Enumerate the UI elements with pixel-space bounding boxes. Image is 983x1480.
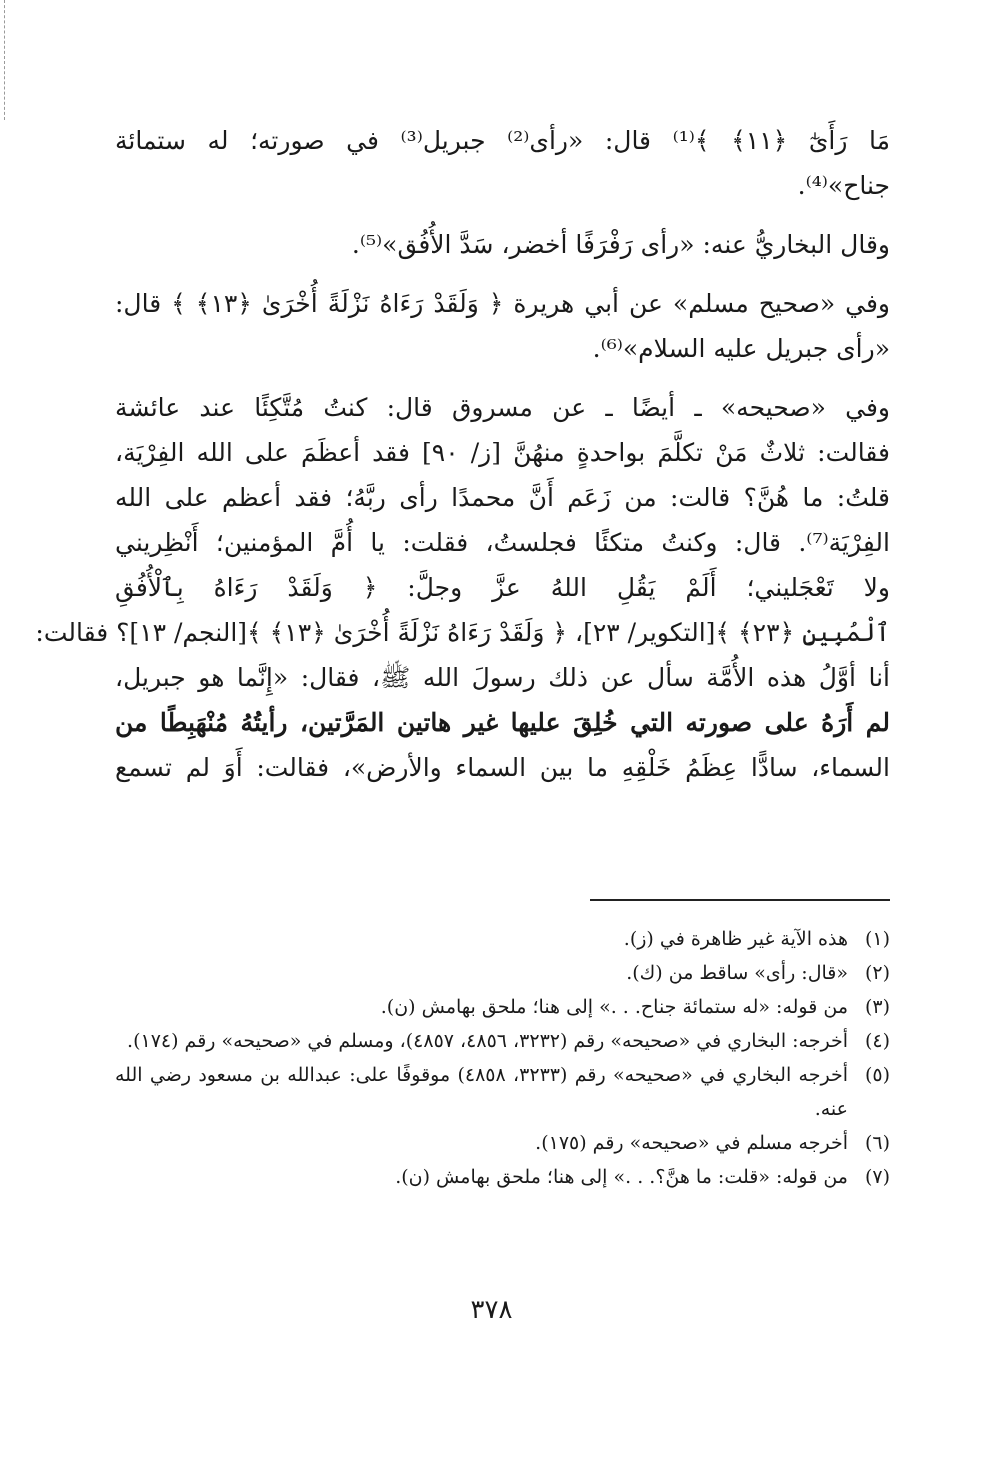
footnote-number: (٥) xyxy=(864,1064,890,1086)
footnote xyxy=(115,1024,890,1058)
footnote-text: من قوله: «قلت: ما هنَّ؟. . .» إلى هنا؛ ملحق بهامش (ن). xyxy=(395,1166,848,1188)
text-line: ولا تَعْجَليني؛ أَلَمْ يَقُلِ اللهُ عزَّ وجلَّ: ﴿ وَلَقَدْ رَءَاهُ بِٱلْأُفُقِ xyxy=(115,573,890,602)
text-line: أنا أوَّلُ هذه الأُمَّة سأل عن ذلك رسولَ الله ﷺ، فقال: «إِنَّما هو جبريل، xyxy=(115,663,890,692)
text-line-hadith: لم أَرَهُ على صورته التي خُلِقَ عليها غير هاتين المَرَّتين، رأيتُهُ مُنْهَبِطًا من xyxy=(115,708,890,737)
footnote-text: أخرجه: البخاري في «صحيحه» رقم (٣٢٣٢، ٤٨٥٦، ٤٨٥٧)، ومسلم في «صحيحه» رقم (١٧٤). xyxy=(127,1030,848,1052)
footnote xyxy=(115,1058,890,1126)
footnote-number: (٦) xyxy=(864,1132,890,1154)
text-line: الفِرْيَة⁽⁷⁾. قال: وكنتُ متكئًا فجلستُ، فقلت: يا أُمَّ المؤمنين؛ أَنْظِريني xyxy=(115,528,890,557)
footnote-text: من قوله: «له ستمائة جناح. . .» إلى هنا؛ ملحق بهامش (ن). xyxy=(380,996,848,1018)
footnote xyxy=(115,956,890,990)
footnote xyxy=(115,1126,890,1160)
paragraph-4 xyxy=(35,385,890,790)
text-line: وفي «صحيحه» ـ أيضًا ـ عن مسروق قال: كنتُ مُتَّكِئًا عند عائشة xyxy=(115,393,890,422)
footnote-number: (٧) xyxy=(864,1166,890,1188)
paragraph-2 xyxy=(115,222,890,267)
footnote-number: (١) xyxy=(864,928,890,950)
footnote-separator xyxy=(590,899,890,901)
footnote-text: أخرجه البخاري في «صحيحه» رقم (٣٢٣٣، ٤٨٥٨) موقوفًا على: عبدالله بن مسعود رضي الله عنه. xyxy=(115,1064,848,1120)
footnote-number: (٣) xyxy=(864,996,890,1018)
text-line: ٱلْمُبِينِ ﴿٢٣﴾ ﴾[التكوير/ ٢٣]، ﴿ وَلَقَدْ رَءَاهُ نَزْلَةً أُخْرَىٰ ﴿١٣﴾ ﴾[النجم/ ١٣]؟ فقالت: xyxy=(35,618,890,647)
footnotes xyxy=(115,922,890,1194)
text-line: «رأى جبريل عليه السلام»⁽⁶⁾. xyxy=(592,334,890,363)
footnote-number: (٤) xyxy=(864,1030,890,1052)
scan-edge-mark xyxy=(4,0,6,120)
paragraph-1 xyxy=(115,118,890,208)
footnote xyxy=(115,1160,890,1194)
footnote-text: هذه الآية غير ظاهرة في (ز). xyxy=(623,928,848,950)
text-line: مَا رَأَىٰٓ ﴿١١﴾ ﴾⁽¹⁾ قال: «رأى⁽²⁾ جبريل⁽³⁾ في صورته؛ له ستمائة xyxy=(115,126,890,155)
footnote-text: أخرجه مسلم في «صحيحه» رقم (١٧٥). xyxy=(535,1132,848,1154)
footnote-text: «قال: رأى» ساقط من (ك). xyxy=(626,962,848,984)
text-line: السماء، سادًّا عِظَمُ خَلْقِهِ ما بين السماء والأرض»، فقالت: أَوَ لم تسمع xyxy=(115,753,890,782)
text-line: وقال البخاريُّ عنه: «رأى رَفْرَفًا أخضر، سَدَّ الأُفُق»⁽⁵⁾. xyxy=(351,230,890,259)
page-number: ٣٧٨ xyxy=(470,1295,513,1325)
paragraph-3 xyxy=(115,281,890,371)
text-line: وفي «صحيح مسلم» عن أبي هريرة ﴿ وَلَقَدْ رَءَاهُ نَزْلَةً أُخْرَىٰ ﴿١٣﴾ ﴾ قال: xyxy=(115,289,890,318)
main-text xyxy=(35,118,890,804)
text-line: فقالت: ثلاثٌ مَنْ تكلَّمَ بواحدةٍ منهُنَّ [ز/ ٩٠] فقد أعظَمَ على الله الفِرْيَة، xyxy=(115,438,890,467)
footnote xyxy=(115,990,890,1024)
footnote xyxy=(115,922,890,956)
text-line: قلتُ: ما هُنَّ؟ قالت: من زَعَم أَنَّ محمدًا رأى ربَّهُ؛ فقد أعظم على الله xyxy=(115,483,890,512)
footnote-number: (٢) xyxy=(864,962,890,984)
text-line: جناح»⁽⁴⁾. xyxy=(797,171,890,200)
